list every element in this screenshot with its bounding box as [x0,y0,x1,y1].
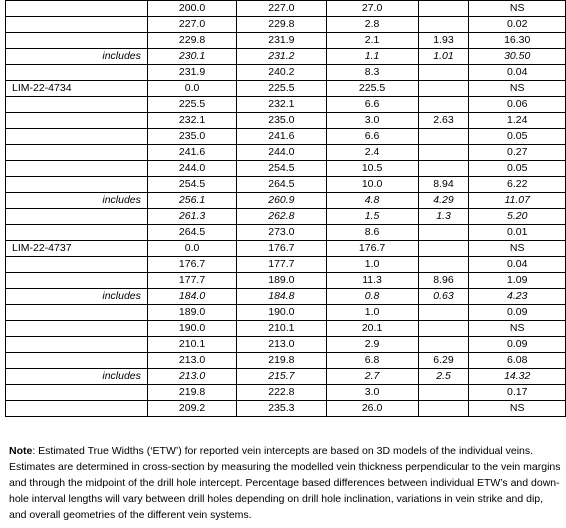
etw-cell [418,401,469,417]
to-cell: 240.2 [237,65,326,81]
etw-cell [418,257,469,273]
table-row [6,33,566,49]
from-cell: 190.0 [147,321,236,337]
etw-cell [418,65,469,81]
hole-cell [6,1,148,17]
length-cell: 10.0 [326,177,418,193]
hole-cell [6,209,148,225]
table-row [6,129,566,145]
grade-cell: 0.05 [469,161,566,177]
from-cell: 231.9 [147,65,236,81]
note-text: : Estimated True Widths (‘ETW’) for reported vein intercepts are based on 3D models of the individual veins. Estimates are determined in cross-section by measuring the modelled vein thickness perpendicular to the vein margins and through the midpoint of the drill hole intercept. Percentage based differences between individual ETW’s and down-hole interval lengths will vary between drill holes depending on drill hole inclination, variations in vein strike and dip, and overall geometries of the different vein systems. [9,445,561,521]
length-cell: 2.4 [326,145,418,161]
from-cell: 230.1 [147,49,236,65]
to-cell: 177.7 [237,257,326,273]
table-row [6,257,566,273]
footnote [9,443,561,523]
grade-cell: NS [469,1,566,17]
from-cell: 254.5 [147,177,236,193]
table-row [6,65,566,81]
hole-cell [6,161,148,177]
etw-cell: 2.5 [418,369,469,385]
grade-cell: 0.04 [469,257,566,273]
etw-cell: 2.63 [418,113,469,129]
table-body [6,1,566,417]
etw-cell [418,81,469,97]
from-cell: 227.0 [147,17,236,33]
table-row [6,209,566,225]
length-cell: 26.0 [326,401,418,417]
etw-cell [418,1,469,17]
to-cell: 219.8 [237,353,326,369]
length-cell: 8.6 [326,225,418,241]
from-cell: 184.0 [147,289,236,305]
table-row [6,145,566,161]
etw-cell [418,129,469,145]
table-row [6,305,566,321]
from-cell: 189.0 [147,305,236,321]
hole-cell [6,257,148,273]
hole-cell [6,225,148,241]
table-row [6,401,566,417]
from-cell: 256.1 [147,193,236,209]
to-cell: 254.5 [237,161,326,177]
hole-cell [6,113,148,129]
to-cell: 235.3 [237,401,326,417]
length-cell: 2.7 [326,369,418,385]
table-row [6,177,566,193]
table-row [6,193,566,209]
to-cell: 225.5 [237,81,326,97]
grade-cell: 5.20 [469,209,566,225]
to-cell: 231.2 [237,49,326,65]
etw-cell [418,225,469,241]
length-cell: 1.1 [326,49,418,65]
grade-cell: 11.07 [469,193,566,209]
grade-cell: 4.23 [469,289,566,305]
etw-cell [418,321,469,337]
length-cell: 20.1 [326,321,418,337]
grade-cell: 0.09 [469,305,566,321]
grade-cell: 0.01 [469,225,566,241]
table-row [6,1,566,17]
to-cell: 260.9 [237,193,326,209]
hole-cell: LIM-22-4737 [6,241,148,257]
grade-cell: 30.50 [469,49,566,65]
hole-cell: includes [6,193,148,209]
to-cell: 222.8 [237,385,326,401]
grade-cell: 0.06 [469,97,566,113]
from-cell: 177.7 [147,273,236,289]
hole-cell [6,305,148,321]
grade-cell: 0.09 [469,337,566,353]
to-cell: 210.1 [237,321,326,337]
from-cell: 176.7 [147,257,236,273]
hole-cell: includes [6,369,148,385]
from-cell: 213.0 [147,353,236,369]
hole-cell: LIM-22-4734 [6,81,148,97]
hole-cell [6,33,148,49]
length-cell: 3.0 [326,385,418,401]
etw-cell [418,337,469,353]
hole-cell [6,273,148,289]
etw-cell: 4.29 [418,193,469,209]
etw-cell: 0.63 [418,289,469,305]
from-cell: 264.5 [147,225,236,241]
from-cell: 219.8 [147,385,236,401]
etw-cell [418,97,469,113]
note-label: Note [9,445,33,457]
grade-cell: 0.17 [469,385,566,401]
from-cell: 209.2 [147,401,236,417]
grade-cell: 0.27 [469,145,566,161]
hole-cell: includes [6,49,148,65]
table-row [6,289,566,305]
length-cell: 4.8 [326,193,418,209]
length-cell: 225.5 [326,81,418,97]
hole-cell [6,17,148,33]
length-cell: 6.6 [326,129,418,145]
to-cell: 235.0 [237,113,326,129]
from-cell: 213.0 [147,369,236,385]
to-cell: 231.9 [237,33,326,49]
from-cell: 261.3 [147,209,236,225]
grade-cell: 1.24 [469,113,566,129]
length-cell: 27.0 [326,1,418,17]
from-cell: 200.0 [147,1,236,17]
etw-cell: 6.29 [418,353,469,369]
table-row [6,49,566,65]
to-cell: 244.0 [237,145,326,161]
grade-cell: 6.22 [469,177,566,193]
table-row [6,97,566,113]
to-cell: 215.7 [237,369,326,385]
from-cell: 232.1 [147,113,236,129]
assay-results-table [5,0,566,417]
to-cell: 190.0 [237,305,326,321]
table-row [6,161,566,177]
to-cell: 262.8 [237,209,326,225]
etw-cell: 8.94 [418,177,469,193]
hole-cell: includes [6,289,148,305]
from-cell: 0.0 [147,81,236,97]
length-cell: 11.3 [326,273,418,289]
from-cell: 225.5 [147,97,236,113]
length-cell: 1.0 [326,257,418,273]
to-cell: 189.0 [237,273,326,289]
from-cell: 210.1 [147,337,236,353]
to-cell: 227.0 [237,1,326,17]
grade-cell: 0.02 [469,17,566,33]
table-row [6,81,566,97]
table-row [6,113,566,129]
hole-cell [6,321,148,337]
etw-cell: 1.3 [418,209,469,225]
hole-cell [6,129,148,145]
length-cell: 8.3 [326,65,418,81]
hole-cell [6,353,148,369]
table-row [6,321,566,337]
etw-cell [418,17,469,33]
etw-cell [418,241,469,257]
length-cell: 1.0 [326,305,418,321]
table-row [6,241,566,257]
hole-cell [6,145,148,161]
grade-cell: 6.08 [469,353,566,369]
from-cell: 229.8 [147,33,236,49]
grade-cell: 14.32 [469,369,566,385]
grade-cell: 0.05 [469,129,566,145]
table-row [6,385,566,401]
hole-cell [6,97,148,113]
length-cell: 2.9 [326,337,418,353]
to-cell: 184.8 [237,289,326,305]
etw-cell [418,385,469,401]
to-cell: 273.0 [237,225,326,241]
to-cell: 241.6 [237,129,326,145]
etw-cell: 1.93 [418,33,469,49]
grade-cell: NS [469,401,566,417]
from-cell: 235.0 [147,129,236,145]
length-cell: 176.7 [326,241,418,257]
etw-cell: 8.96 [418,273,469,289]
grade-cell: NS [469,321,566,337]
table-row [6,369,566,385]
length-cell: 3.0 [326,113,418,129]
table-row [6,17,566,33]
from-cell: 244.0 [147,161,236,177]
length-cell: 0.8 [326,289,418,305]
hole-cell [6,337,148,353]
hole-cell [6,385,148,401]
to-cell: 176.7 [237,241,326,257]
length-cell: 2.8 [326,17,418,33]
from-cell: 241.6 [147,145,236,161]
table-row [6,353,566,369]
length-cell: 2.1 [326,33,418,49]
grade-cell: NS [469,81,566,97]
table-row [6,273,566,289]
hole-cell [6,401,148,417]
grade-cell: 0.04 [469,65,566,81]
length-cell: 6.6 [326,97,418,113]
etw-cell [418,161,469,177]
table-row [6,225,566,241]
to-cell: 232.1 [237,97,326,113]
length-cell: 1.5 [326,209,418,225]
etw-cell [418,305,469,321]
grade-cell: 16.30 [469,33,566,49]
to-cell: 229.8 [237,17,326,33]
to-cell: 264.5 [237,177,326,193]
grade-cell: 1.09 [469,273,566,289]
length-cell: 6.8 [326,353,418,369]
etw-cell [418,145,469,161]
to-cell: 213.0 [237,337,326,353]
table-row [6,337,566,353]
grade-cell: NS [469,241,566,257]
from-cell: 0.0 [147,241,236,257]
length-cell: 10.5 [326,161,418,177]
hole-cell [6,177,148,193]
etw-cell: 1.01 [418,49,469,65]
hole-cell [6,65,148,81]
